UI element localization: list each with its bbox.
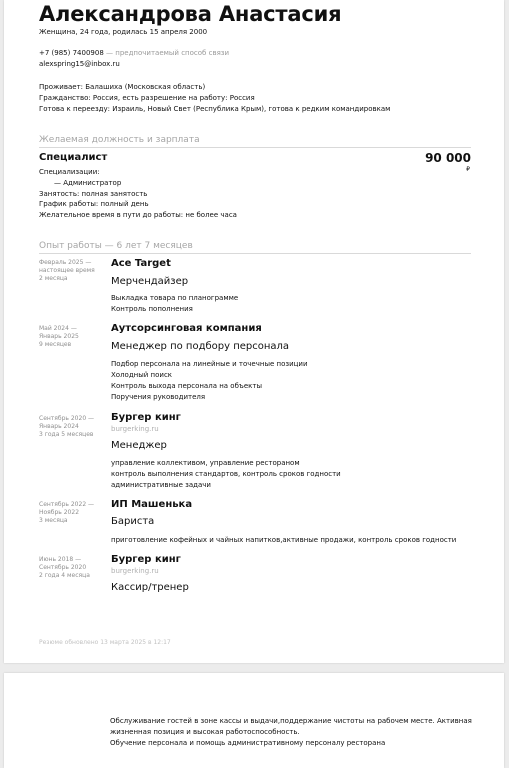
job-duration: 3 года 5 месяцев bbox=[39, 431, 94, 438]
desired-position-title: Специалист bbox=[39, 152, 108, 163]
job-position: Менеджер bbox=[111, 440, 167, 451]
job-company: Аутсорсинговая компания bbox=[111, 323, 262, 334]
job-duty: Поручения руководителя bbox=[111, 393, 206, 401]
job-company: Бургер кинг bbox=[111, 412, 181, 423]
work-schedule: График работы: полный день bbox=[39, 200, 149, 208]
job-company: ИП Машенька bbox=[111, 499, 193, 510]
job-duty: Контроль пополнения bbox=[111, 305, 193, 313]
job-period-start: Июнь 2018 — bbox=[39, 556, 82, 563]
job-duty: Выкладка товара по планограмме bbox=[111, 294, 239, 302]
job-period-start: Сентябрь 2020 — bbox=[39, 415, 95, 422]
job-position: Кассир/тренер bbox=[111, 582, 189, 593]
employment-type: Занятость: полная занятость bbox=[39, 190, 148, 198]
section-divider bbox=[39, 147, 471, 148]
desired-salary: 90 000 bbox=[425, 151, 471, 165]
job-duty: Контроль выхода персонала на объекты bbox=[111, 382, 262, 390]
job-period-end: Ноябрь 2022 bbox=[39, 509, 80, 516]
phone-note: — предпочитаемый способ связи bbox=[106, 49, 230, 57]
job-period bbox=[39, 501, 109, 525]
resume-page-2 bbox=[4, 673, 504, 768]
job-company: Ace Target bbox=[111, 258, 171, 269]
phone-number[interactable]: +7 (985) 7400908 bbox=[39, 49, 104, 57]
job-position: Менеджер по подбору персонала bbox=[111, 341, 290, 352]
job-site-link[interactable]: burgerking.ru bbox=[111, 425, 159, 433]
job-duty: Обслуживание гостей в зоне кассы и выдачи,поддержание чистоты на рабочем месте. Активная bbox=[110, 717, 472, 725]
experience-section-title: Опыт работы — 6 лет 7 месяцев bbox=[39, 241, 193, 251]
job-duty: управление коллективом, управление рестораном bbox=[111, 459, 300, 467]
job-position: Мерчендайзер bbox=[111, 276, 189, 287]
desired-section-title: Желаемая должность и зарплата bbox=[39, 135, 200, 145]
job-period bbox=[39, 259, 109, 283]
phone-line bbox=[39, 49, 229, 58]
commute-time: Желательное время в пути до работы: не более часа bbox=[39, 211, 237, 219]
job-site-link[interactable]: burgerking.ru bbox=[111, 567, 159, 575]
job-period-end: Январь 2024 bbox=[39, 423, 79, 430]
candidate-name: Александрова Анастасия bbox=[39, 2, 342, 26]
job-period-start: Май 2024 — bbox=[39, 325, 77, 332]
specialization-item: — Администратор bbox=[54, 179, 122, 187]
job-duty: жизненная позиция и высокая работоспособность. bbox=[110, 728, 300, 736]
job-duty: приготовление кофейных и чайных напитков,активные продажи, контроль сроков годности bbox=[111, 536, 457, 544]
job-duty: Обучение персонала и помощь административному персоналу ресторана bbox=[110, 739, 386, 747]
resume-updated-note: Резюме обновлено 13 марта 2025 в 12:17 bbox=[39, 639, 171, 646]
job-duration: 9 месяцев bbox=[39, 341, 72, 348]
job-period-end: настоящее время bbox=[39, 267, 95, 274]
job-duration: 2 года 4 месяца bbox=[39, 572, 90, 579]
job-duty: Холодный поиск bbox=[111, 371, 173, 379]
job-duty: административные задачи bbox=[111, 481, 211, 489]
citizenship: Гражданство: Россия, есть разрешение на работу: Россия bbox=[39, 94, 255, 102]
job-duration: 2 месяца bbox=[39, 275, 68, 282]
job-period-end: Сентябрь 2020 bbox=[39, 564, 87, 571]
relocation: Готова к переезду: Израиль, Новый Свет (Республика Крым), готова к редким командировкам bbox=[39, 105, 391, 113]
job-position: Бариста bbox=[111, 516, 155, 527]
job-period-end: Январь 2025 bbox=[39, 333, 79, 340]
job-period bbox=[39, 325, 109, 349]
job-period bbox=[39, 556, 109, 580]
job-duty: Подбор персонала на линейные и точечные позиции bbox=[111, 360, 308, 368]
job-duty: контроль выполнения стандартов, контроль сроков годности bbox=[111, 470, 341, 478]
job-period-start: Сентябрь 2022 — bbox=[39, 501, 95, 508]
job-period bbox=[39, 415, 109, 439]
section-divider bbox=[39, 253, 471, 254]
specializations-label: Специализации: bbox=[39, 168, 100, 176]
residence: Проживает: Балашиха (Московская область) bbox=[39, 83, 206, 91]
job-duration: 3 месяца bbox=[39, 517, 68, 524]
email-link[interactable]: alexspring15@inbox.ru bbox=[39, 60, 120, 68]
job-company: Бургер кинг bbox=[111, 554, 181, 565]
resume-page-1 bbox=[4, 0, 504, 663]
demographics: Женщина, 24 года, родилась 15 апреля 2000 bbox=[39, 28, 208, 36]
currency-symbol: ₽ bbox=[466, 166, 470, 173]
job-period-start: Февраль 2025 — bbox=[39, 259, 92, 266]
